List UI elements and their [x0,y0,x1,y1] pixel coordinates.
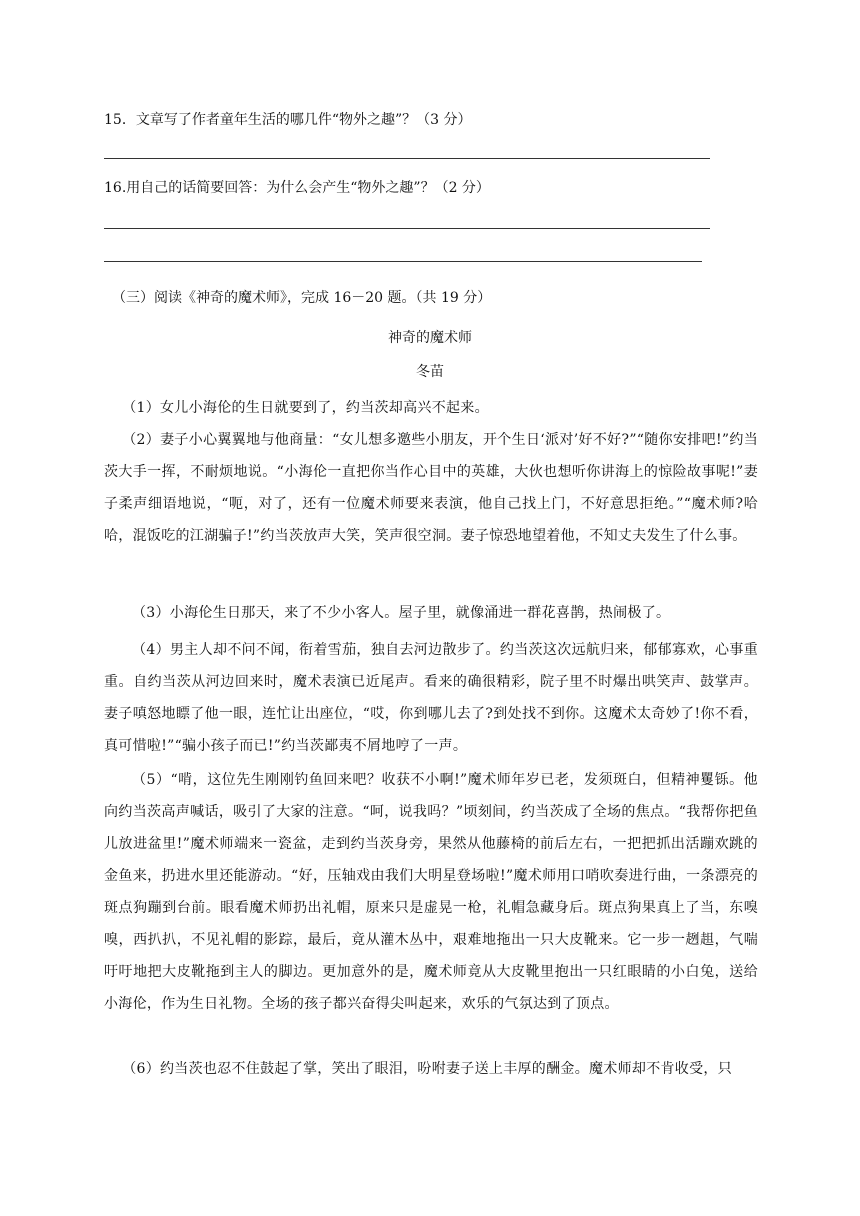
paragraph-6: （6）约当茨也忍不住鼓起了掌，笑出了眼泪，吩咐妻子送上丰厚的酬金。魔术师却不肯收受，只 [122,1061,732,1077]
article-title: 神奇的魔术师 [388,330,472,346]
paragraph-1: （1）女儿小海伦的生日就要到了，约当茨却高兴不起来。 [122,400,489,416]
paragraph-3: （3）小海伦生日那天，来了不少小客人。屋子里，就像涌进一群花喜鹊，热闹极了。 [132,605,671,621]
section-header: （三）阅读《神奇的魔术师》，完成 16－20 题。（共 19 分） [112,290,492,306]
paragraph-5: （5）“啃，这位先生刚刚钓鱼回来吧？收获不小啊!”魔术师年岁已老，发须斑白，但精神矍铄。他向约当茨高声喊话，吸引了大家的注意。“呵，说我吗？”顷刻间，约当茨成了全场的焦点。“我帮你把鱼儿放进盆里!”魔术师端来一瓷盆，走到约当茨身旁，果然从他藤椅的前后左右，一把把抓出活蹦欢跳的金鱼来，扔进水里还能游动。“好，压轴戏由我们大明星登场啦!”魔术师用口哨吹奏进行曲，一条漂亮的斑点狗蹦到台前。眼看魔术师扔出礼帽，原来只是虚晃一枪，礼帽急藏身后。斑点狗果真上了当，东嗅嗅，西扒扒，不见礼帽的影踪，最后，竟从灌木丛中，艰难地拖出一只大皮靴来。它一步一趔趄，气喘吁吁地把大皮靴拖到主人的脚边。更加意外的是，魔术师竟从大皮靴里抱出一只红眼睛的小白兔，送给小海伦，作为生日礼物。全场的孩子都兴奋得尖叫起来，欢乐的气氛达到了顶点。 [104,772,758,1012]
paragraph-2: （2）妻子小心翼翼地与他商量：“女儿想多邀些小朋友，开个生日‘派对’好不好?”“随你安排吧!”约当茨大手一挥，不耐烦地说。“小海伦一直把你当作心目中的英雄，大伙也想听你讲海上的惊险故事呢!”妻子柔声细语地说，“呃，对了，还有一位魔术师要来表演，他自己找上门，不好意思拒绝。”“魔术师?哈哈，混饭吃的江湖骗子!”约当茨放声大笑，笑声很空洞。妻子惊恐地望着他，不知丈夫发生了什么事。 [104,432,758,544]
answer-line[interactable] [104,228,710,229]
paragraph-4: （4）男主人却不问不闻，衔着雪茄，独自去河边散步了。约当茨这次远航归来，郁郁寡欢，心事重重。自约当茨从河边回来时，魔术表演已近尾声。看来的确很精彩，院子里不时爆出哄笑声、鼓掌声。妻子嗔怒地瞟了他一眼，连忙让出座位，“哎，你到哪儿去了?到处找不到你。这魔术太奇妙了!你不看，真可惜啦!”“骗小孩子而已!”约当茨鄙夷不屑地哼了一声。 [104,642,758,754]
article-author: 冬苗 [416,364,444,380]
answer-line[interactable] [104,261,702,262]
answer-line[interactable] [104,158,710,159]
question-16: 16.用自己的话简要回答：为什么会产生“物外之趣”？（2 分） [104,180,490,196]
question-15: 15．文章写了作者童年生活的哪几件“物外之趣”？（3 分） [104,112,472,128]
